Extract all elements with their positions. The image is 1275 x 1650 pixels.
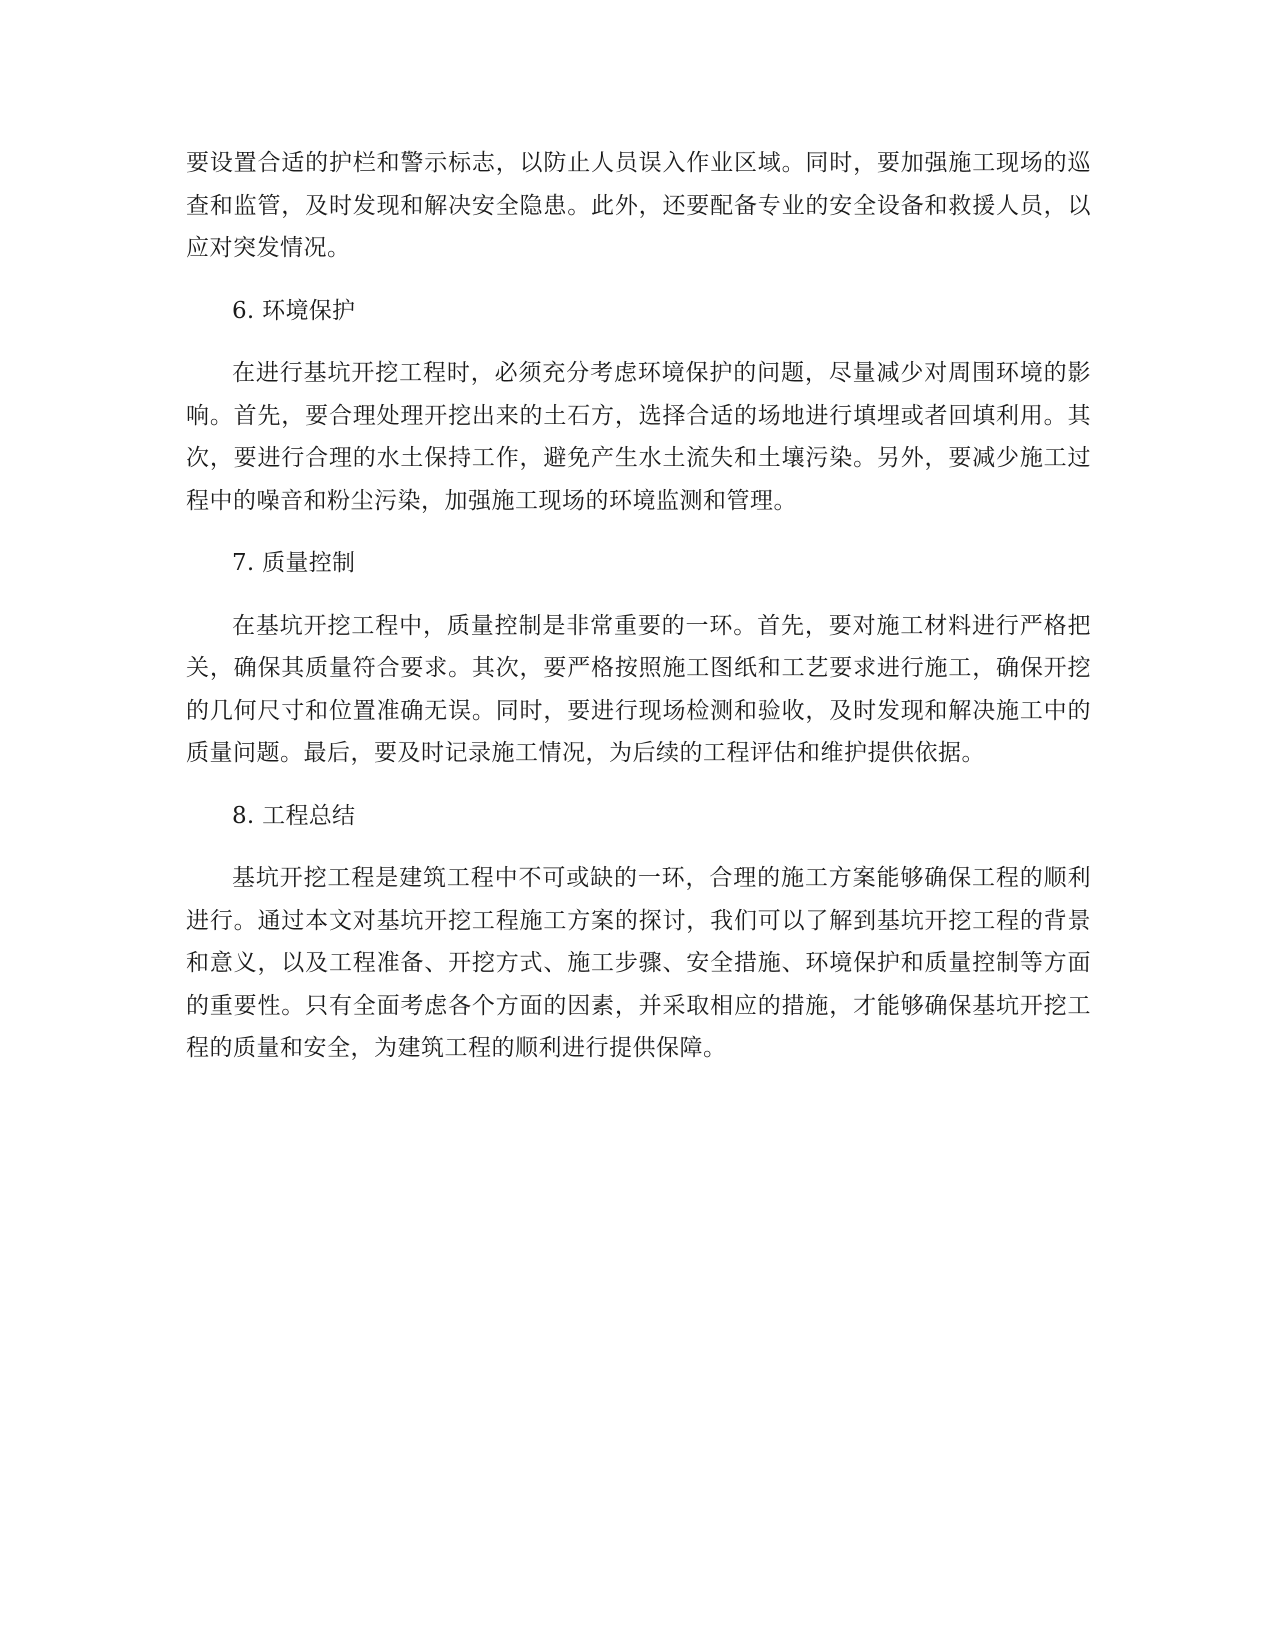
heading-environment-protection: 6. 环境保护 xyxy=(232,297,356,324)
document-page xyxy=(186,142,1091,1070)
heading-quality-control: 7. 质量控制 xyxy=(232,550,356,576)
paragraph-environment-protection: 在进行基坑开挖工程时，必须充分考虑环境保护的问题，尽量减少对周围环境的影响。首先，要合理处理开挖出来的土石方，选择合适的场地进行填埋或者回填利用。其次，要进行合理的水土保持工作，避免产生水土流失和土壤污染。另外，要减少施工过程中的噪音和粉尘污染，加强施工现场的环境监测和管理。 xyxy=(186,360,1091,514)
paragraph-project-summary: 基坑开挖工程是建筑工程中不可或缺的一环，合理的施工方案能够确保工程的顺利进行。通过本文对基坑开挖工程施工方案的探讨，我们可以了解到基坑开挖工程的背景和意义，以及工程准备、开挖方式、施工步骤、安全措施、环境保护和质量控制等方面的重要性。只有全面考虑各个方面的因素，并采取相应的措施，才能够确保基坑开挖工程的质量和安全，为建筑工程的顺利进行提供保障。 xyxy=(186,865,1091,1061)
heading-project-summary: 8. 工程总结 xyxy=(232,802,356,829)
paragraph-quality-control: 在基坑开挖工程中，质量控制是非常重要的一环。首先，要对施工材料进行严格把关，确保其质量符合要求。其次，要严格按照施工图纸和工艺要求进行施工，确保开挖的几何尺寸和位置准确无误。同时，要进行现场检测和验收，及时发现和解决施工中的质量问题。最后，要及时记录施工情况，为后续的工程评估和维护提供依据。 xyxy=(186,612,1091,766)
paragraph-safety-continued: 要设置合适的护栏和警示标志，以防止人员误入作业区域。同时，要加强施工现场的巡查和监管，及时发现和解决安全隐患。此外，还要配备专业的安全设备和救援人员，以应对突发情况。 xyxy=(186,150,1091,261)
